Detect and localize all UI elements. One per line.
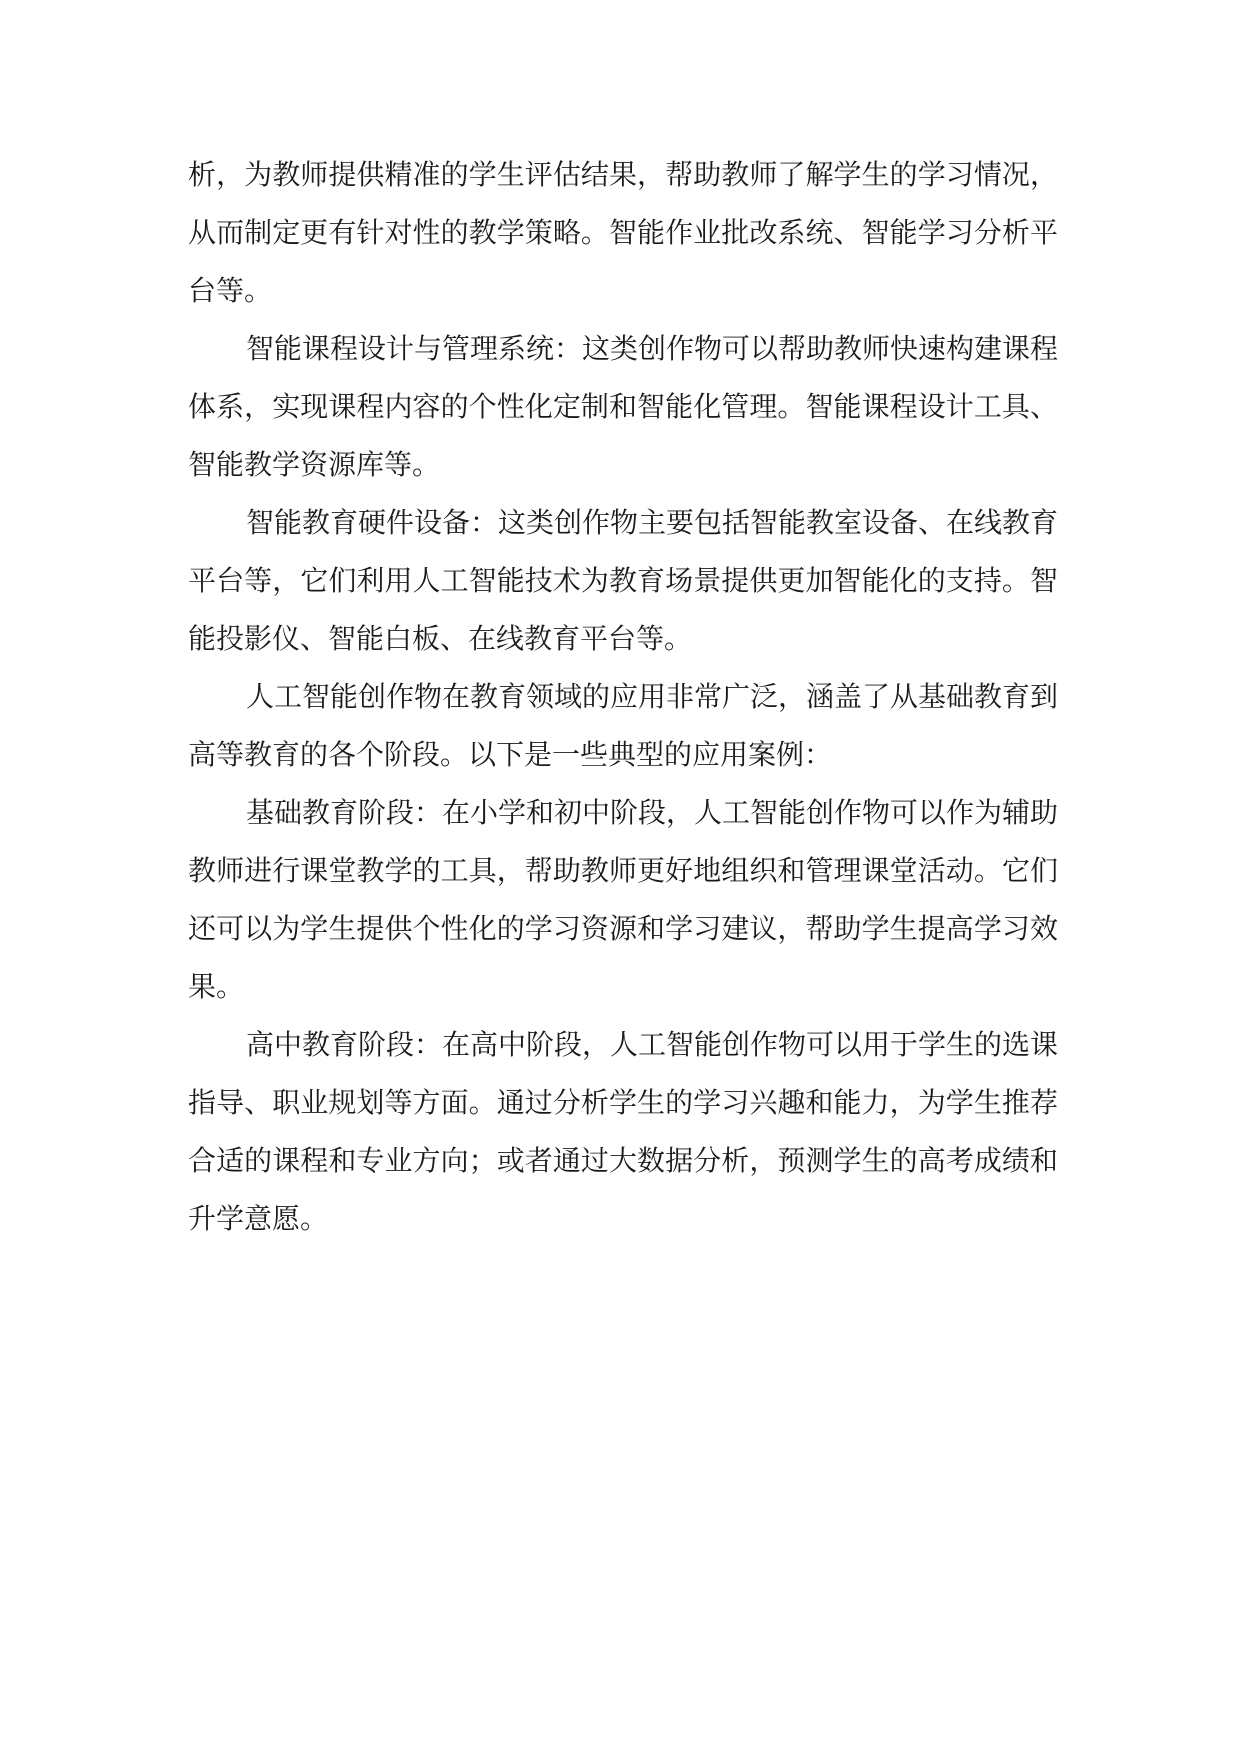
paragraph-course-design-system: 智能课程设计与管理系统：这类创作物可以帮助教师快速构建课程体系，实现课程内容的个性化定制和智能化管理。智能课程设计工具、智能教学资源库等。 [188,332,1059,481]
paragraph-basic-education: 基础教育阶段：在小学和初中阶段，人工智能创作物可以作为辅助教师进行课堂教学的工具，帮助教师更好地组织和管理课堂活动。它们还可以为学生提供个性化的学习资源和学习建议，帮助学生提高学习效果。 [188,796,1059,1003]
paragraph-education-hardware: 智能教育硬件设备：这类创作物主要包括智能教室设备、在线教育平台等，它们利用人工智能技术为教育场景提供更加智能化的支持。智能投影仪、智能白板、在线教育平台等。 [188,506,1059,655]
paragraph-application-overview: 人工智能创作物在教育领域的应用非常广泛，涵盖了从基础教育到高等教育的各个阶段。以下是一些典型的应用案例： [188,680,1059,771]
document-body [188,146,1058,1248]
paragraph-high-school-education: 高中教育阶段：在高中阶段，人工智能创作物可以用于学生的选课指导、职业规划等方面。通过分析学生的学习兴趣和能力，为学生推荐合适的课程和专业方向；或者通过大数据分析，预测学生的高考成绩和升学意愿。 [188,1028,1059,1235]
paragraph-continuation: 析，为教师提供精准的学生评估结果，帮助教师了解学生的学习情况，从而制定更有针对性的教学策略。智能作业批改系统、智能学习分析平台等。 [188,158,1058,307]
